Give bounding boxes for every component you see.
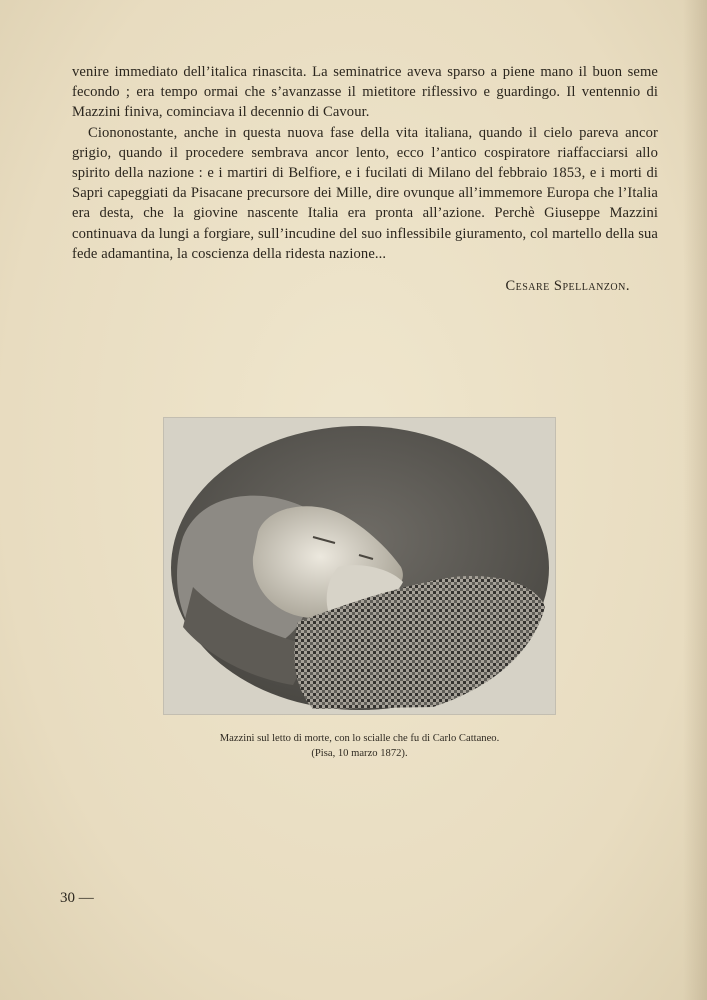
page-number: 30 — <box>60 890 94 906</box>
caption-line-2: (Pisa, 10 marzo 1872). <box>311 748 408 759</box>
photo-illustration <box>163 417 556 715</box>
page-edge-shadow <box>683 0 707 1000</box>
article-text <box>72 62 658 264</box>
author-signature: Cesare Spellanzon. <box>505 278 630 294</box>
deathbed-photograph <box>163 417 556 715</box>
paragraph-1: venire immediato dell’italica rinascita. La seminatrice aveva sparso a piene mano il buon seme fecondo ; era tempo ormai che s’avanzasse il mietitore riflessivo e guardingo. Il ventennio di Mazzini finiva, cominciava il decennio di Cavour. <box>72 64 658 121</box>
photo-caption <box>163 731 556 761</box>
paragraph-2: Ciononostante, anche in questa nuova fase della vita italiana, quando il cielo pareva ancor grigio, quando il procedere sembrava ancor lento, ecco l’antico cospiratore riaffacciarsi allo spirito della nazione : e i martiri di Belfiore, e i fucilati di Milano del febbraio 1853, e i morti di Sapri capeggiati da Pisacane precursore dei Mille, dire ovunque all’immemore Europa che l’Italia era desta, che la giovine nascente Italia era pronta all’azione. Perchè Giuseppe Mazzini continuava da lungi a forgiare, sull’incudine del suo inflessibile giuramento, col martello della sua fede adamantina, la coscienza della ridesta nazione... <box>72 124 658 262</box>
caption-line-1: Mazzini sul letto di morte, con lo scialle che fu di Carlo Cattaneo. <box>219 733 500 744</box>
